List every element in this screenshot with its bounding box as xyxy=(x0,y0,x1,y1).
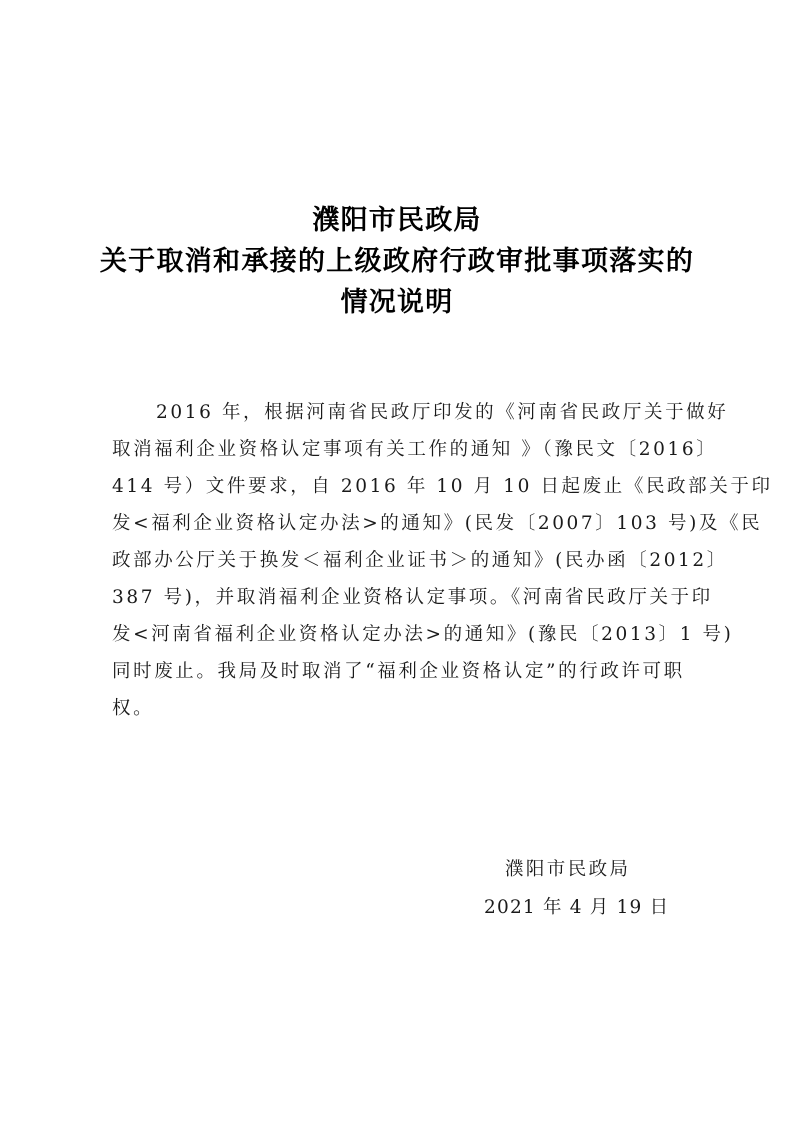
title-line-organization: 濮阳市民政局 xyxy=(312,205,482,236)
body-line: 权。 xyxy=(112,698,155,719)
body-line: 取消福利企业资格认定事项有关工作的通知 》（豫民文〔2016〕 xyxy=(112,439,718,460)
document-title xyxy=(0,200,794,323)
body-line: 414 号）文件要求，自 2016 年 10 月 10 日起废止《民政部关于印 xyxy=(112,476,773,497)
body-line: 2016 年，根据河南省民政厅印发的《河南省民政厅关于做好 xyxy=(156,402,729,423)
signature-date: 2021 年 4 月 19 日 xyxy=(484,897,670,918)
title-line-type: 情况说明 xyxy=(340,287,454,318)
document-body xyxy=(112,394,773,727)
signature-organization: 濮阳市民政局 xyxy=(505,859,631,880)
body-line: 政部办公厅关于换发＜福利企业证书＞的通知》(民办函〔2012〕 xyxy=(112,550,728,571)
body-line: 发<福利企业资格认定办法>的通知》(民发〔2007〕103 号)及《民 xyxy=(112,513,763,534)
body-line: 发<河南省福利企业资格认定办法>的通知》(豫民〔2013〕1 号) xyxy=(112,624,734,645)
title-line-subject: 关于取消和承接的上级政府行政审批事项落实的 xyxy=(99,246,695,277)
body-line: 387 号)，并取消福利企业资格认定事项。《河南省民政厅关于印 xyxy=(112,587,713,608)
body-line: 同时废止。我局及时取消了“福利企业资格认定”的行政许可职 xyxy=(112,661,685,682)
